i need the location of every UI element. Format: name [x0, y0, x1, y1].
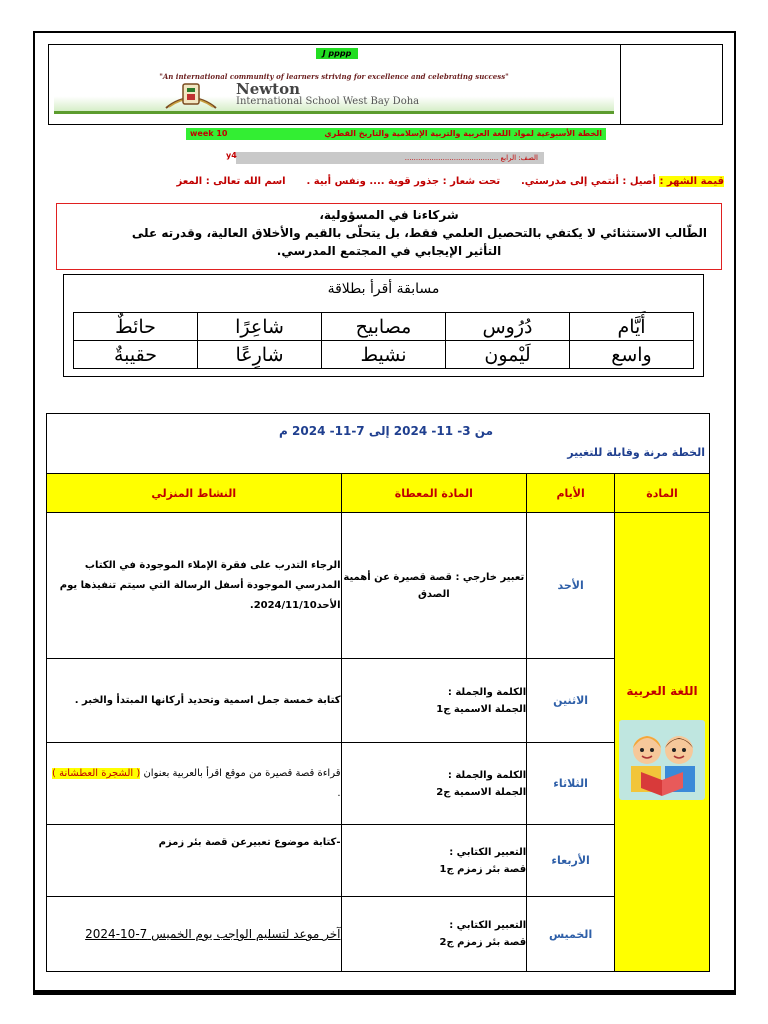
month-value-text2: تحت شعار : جذور قوية .... ونفس أبية .: [306, 176, 501, 187]
month-value-line: [176, 176, 724, 187]
school-name: Newton: [236, 80, 301, 98]
grade-bar: [236, 152, 544, 164]
word-cell: واسع: [570, 341, 694, 369]
material-wednesday: [341, 825, 527, 897]
school-motto: "An international community of learners striving for excellence and celebrating success": [159, 72, 509, 81]
month-value-text1: أصيل : أنتمي إلى مدرستي.: [521, 176, 656, 187]
homework-tuesday-end: .: [337, 787, 341, 799]
homework-thursday: [47, 897, 342, 972]
story-title-highlight: ( الشجرة العطشانة ): [52, 767, 141, 779]
subject-label: اللغة العربية: [626, 684, 698, 698]
word-cell: حائطٌ: [74, 313, 198, 341]
subject-cell: [615, 513, 710, 972]
month-value-text3: اسم الله تعالى : المعز: [176, 176, 286, 187]
table-header-row: [47, 474, 710, 513]
date-range: من 3- 11- 2024 إلى 7-11- 2024 م: [279, 424, 493, 438]
header-days: الأيام: [527, 474, 615, 513]
day-monday: الاثنين: [527, 659, 615, 743]
school-subtitle: International School West Bay Doha: [236, 96, 420, 107]
table-row: [47, 659, 710, 743]
material-thursday-line1: التعبير الكتابي :: [449, 920, 527, 931]
reading-words-table: [73, 312, 694, 369]
day-sunday: الأحد: [527, 513, 615, 659]
material-monday-line2: الجملة الاسمية ج1: [436, 703, 527, 715]
homework-sunday: الرجاء التدرب على فقرة الإملاء الموجودة في الكتاب المدرسي الموجودة أسفل الرسالة التي سيتم تنفيذها يوم الأحد2024/11/10.: [47, 513, 342, 659]
homework-monday: كتابة خمسة جمل اسمية وتحديد أركانها المبتدأ والخبر .: [47, 659, 342, 743]
quote-line-2: الطّالب الاستثنائي لا يكتفي بالتحصيل العلمي فقط، بل يتحلّى بالقيم والأخلاق العالية، وقدرته على: [131, 226, 707, 240]
header-tag: J pppp: [316, 48, 358, 59]
month-value-label: قيمة الشهر :: [659, 176, 724, 187]
material-monday-line1: الكلمة والجملة :: [447, 686, 527, 698]
word-cell: نشيط: [322, 341, 446, 369]
words-row: [74, 313, 694, 341]
day-wednesday: الأربعاء: [527, 825, 615, 897]
word-cell: حقيبةٌ: [74, 341, 198, 369]
homework-tuesday: [47, 743, 342, 825]
material-thursday: [341, 897, 527, 972]
homework-thursday-text: آخر موعد لتسليم الواجب يوم الخميس 7-10-2024: [85, 927, 341, 941]
grade-code: y4: [226, 151, 237, 160]
material-tuesday: [341, 743, 527, 825]
header-homework: النشاط المنزلي: [47, 474, 342, 513]
material-wednesday-line1: التعبير الكتابي :: [449, 846, 527, 858]
table-row: [47, 743, 710, 825]
date-range-row: [47, 414, 710, 474]
week-label: week 10: [190, 129, 228, 138]
material-wednesday-line2: قصة بئر زمزم ج1: [439, 863, 527, 875]
homework-tuesday-text: قراءة قصة قصيرة من موقع اقرأ بالعربية بعنوان: [143, 767, 341, 779]
word-cell: دُرُوس: [446, 313, 570, 341]
quote-line-3: التأثير الإيجابي في المجتمع المدرسي.: [276, 244, 502, 258]
table-row: [47, 825, 710, 897]
word-cell: لَيْمون: [446, 341, 570, 369]
table-row: [47, 897, 710, 972]
school-banner: [54, 62, 614, 114]
header-material: المادة المعطاة: [341, 474, 527, 513]
quote-box: [56, 203, 722, 270]
flex-note: الخطة مرنة وقابلة للتغيير: [567, 446, 705, 459]
quote-line-1: شركاءنا في المسؤولية،: [319, 208, 459, 222]
material-sunday: تعبير خارجي : قصة قصيرة عن أهمية الصدق: [341, 513, 527, 659]
day-thursday: الخميس: [527, 897, 615, 972]
table-row: [47, 513, 710, 659]
material-tuesday-line1: الكلمة والجملة :: [447, 769, 527, 781]
word-cell: أَيَّام: [570, 313, 694, 341]
words-row: [74, 341, 694, 369]
material-monday: [341, 659, 527, 743]
day-tuesday: الثلاثاء: [527, 743, 615, 825]
word-cell: شارِعًا: [198, 341, 322, 369]
children-reading-illustration: [619, 720, 705, 800]
material-thursday-line2: قصة بئر زمزم ج2: [439, 937, 527, 948]
homework-wednesday: -كتابة موضوع تعبيرعن قصة بئر زمزم: [47, 825, 342, 897]
reading-race-title: مسابقة أقرأ بطلاقة: [327, 281, 440, 297]
header-divider: [620, 44, 621, 125]
word-cell: شاعِرًا: [198, 313, 322, 341]
header-subject: المادة: [615, 474, 710, 513]
date-range-cell: [47, 414, 710, 474]
school-crest-logo: [164, 80, 218, 110]
grade-text: الصف: الرابع ..........................................: [404, 154, 538, 162]
word-cell: مصابيح: [322, 313, 446, 341]
plan-title: الخطة الأسبوعية لمواد اللغة العربية والتربية الإسلامية والتاريخ القطري: [324, 129, 602, 138]
plan-title-strip: [186, 128, 606, 140]
reading-race-box: [63, 274, 704, 377]
weekly-plan-table: [46, 413, 710, 972]
material-tuesday-line2: الجملة الاسمية ج2: [436, 786, 527, 798]
page-frame-bottom: [33, 992, 736, 995]
